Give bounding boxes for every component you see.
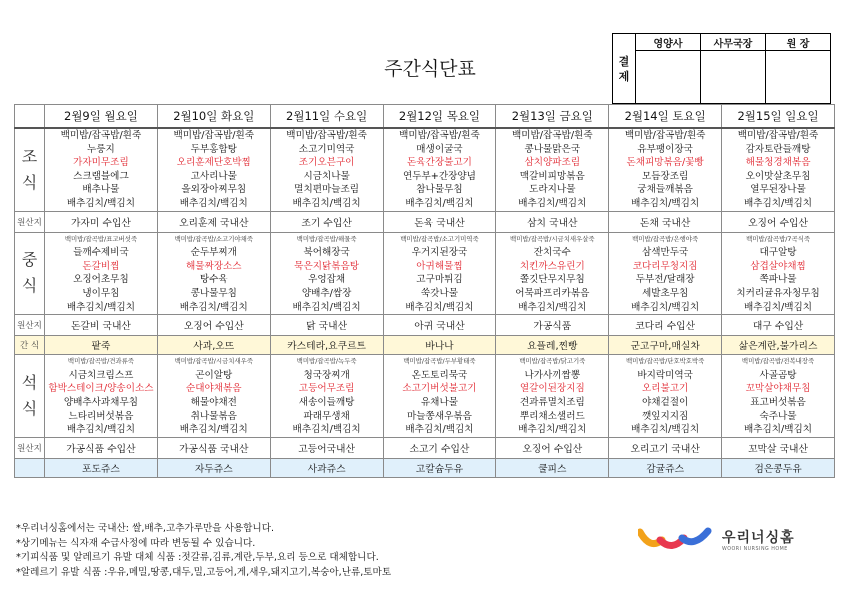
origin-cell: 가공식품 국내산: [157, 437, 270, 458]
menu-item: 고사리나물: [190, 170, 237, 182]
breakfast-day-cell: [722, 128, 835, 211]
origin-cell: 가자미 수입산: [45, 211, 158, 232]
dinner-day-cell: [496, 355, 609, 438]
lunch-day-cell: [496, 232, 609, 315]
origin-cell: 오징어 수입산: [722, 211, 835, 232]
menu-item: 열무된장나물: [750, 184, 806, 196]
menu-item: 조기오븐구이: [298, 157, 355, 169]
lunch-day-cell: [157, 232, 270, 315]
menu-item: 아귀해물찜: [416, 260, 463, 272]
approval-label: [613, 34, 636, 104]
menu-item: 야채겉절이: [641, 396, 689, 408]
menu-item: 해물짜장소스: [185, 260, 242, 272]
menu-item: 고구마튀김: [416, 274, 463, 286]
dinner-day-cell: [45, 355, 158, 438]
day-header: 2월10일 화요일: [157, 105, 270, 129]
menu-item: 우거지된장국: [411, 247, 468, 259]
menu-item: 치커리귤유자청무침: [736, 287, 820, 299]
menu-item: 백미밥/잡곡밥/흰죽: [624, 130, 706, 141]
snack-row: [15, 336, 835, 355]
snack-cell: 삶은계란,불가리스: [722, 336, 835, 355]
breakfast-label-text: 조 식: [21, 146, 38, 192]
menu-item: 백미밥/잡곡밥/흰죽: [399, 130, 480, 141]
menu-item: 배추김치/백김치: [405, 424, 474, 436]
menu-item: 백미밥/잡곡밥/은행야죽: [632, 234, 699, 243]
menu-item: 돈갈비찜: [82, 260, 120, 272]
menu-item: 시금치나물: [303, 170, 350, 182]
menu-item: 배추김치/백김치: [405, 197, 474, 209]
menu-item: 해물청경채볶음: [745, 157, 811, 169]
breakfast-day-cell: [157, 128, 270, 211]
menu-item: 누룽지: [87, 143, 115, 155]
menu-item: 대구알탕: [759, 247, 797, 259]
logo-subtitle: WOORI NURSING HOME: [722, 546, 788, 552]
snack-cell: 카스테라,요쿠르트: [270, 336, 383, 355]
menu-item: 백미밥/잡곡밥/흰죽: [286, 130, 367, 141]
origin-cell: 코다리 수입산: [609, 315, 722, 336]
menu-item: 배추김치/백김치: [66, 197, 135, 209]
breakfast-label: [15, 128, 45, 211]
menu-item: 유부팽이장국: [637, 143, 693, 155]
menu-item: 백미밥/잡곡밥/흰죽: [60, 130, 142, 141]
menu-item: 배추김치/백김치: [179, 197, 248, 209]
signature-cell[interactable]: [766, 51, 831, 104]
snack-cell: 군고구마,매실차: [609, 336, 722, 355]
lunch-label: [15, 232, 45, 315]
breakfast-origin-row: [15, 211, 835, 232]
lunch-day-cell: [45, 232, 158, 315]
note-line: *상기메뉴는 식자재 수급사정에 따라 변동될 수 있습니다.: [16, 537, 256, 549]
menu-item: 백미밥/잡곡밥/흰죽: [173, 130, 255, 141]
menu-item: 쫄깃단무지무침: [519, 274, 585, 286]
menu-item: 열갈이된장지짐: [519, 383, 585, 395]
drink-cell: 검은콩두유: [722, 458, 835, 477]
note-line: *알레르기 유발 식품 :우유,메밀,땅콩,대두,밀,고등어,게,새우,돼지고기,복숭아,난류,토마토: [16, 566, 392, 578]
menu-item: 스크램블에그: [73, 170, 129, 182]
menu-item: 백미밥/잡곡밥/소고기야채죽: [174, 234, 253, 243]
notes: [16, 522, 391, 580]
snack-cell: 바나나: [383, 336, 496, 355]
lunch-day-cell: [722, 232, 835, 315]
day-header: 2월12일 목요일: [383, 105, 496, 129]
menu-item: 배추김치/백김치: [743, 197, 813, 209]
menu-item: 연두부+간장양념: [402, 170, 476, 182]
origin-cell: 아귀 국내산: [383, 315, 496, 336]
day-header-row: [15, 105, 835, 129]
menu-item: 깻잎지지짐: [641, 410, 689, 422]
menu-item: 가자미무조림: [73, 157, 129, 169]
origin-label: 원산지: [15, 315, 45, 336]
menu-item: 오이맛살초무침: [745, 170, 811, 182]
menu-item: 두부전/달래장: [635, 274, 695, 286]
menu-item: 소고기미역국: [298, 143, 355, 155]
approval-manager: 사무국장: [701, 34, 766, 51]
menu-item: 배추김치/백김치: [66, 301, 135, 313]
menu-item: 백미밥/잡곡밥/두부황태죽: [403, 357, 476, 366]
origin-cell: 조기 수입산: [270, 211, 383, 232]
menu-item: 잔치국수: [533, 247, 571, 259]
lunch-day-cell: [609, 232, 722, 315]
origin-cell: 꼬막살 국내산: [722, 437, 835, 458]
menu-item: 사골곰탕: [759, 369, 797, 381]
menu-item: 소고기버섯불고기: [402, 383, 477, 395]
menu-item: 배추김치/백김치: [743, 301, 813, 313]
menu-item: 백미밥/잡곡밥/녹두죽: [296, 357, 357, 366]
drink-cell: 감귤쥬스: [609, 458, 722, 477]
origin-cell: 돈갈비 국내산: [45, 315, 158, 336]
menu-item: 삼색만두국: [641, 247, 689, 259]
menu-item: 순대야채볶음: [185, 383, 242, 395]
breakfast-day-cell: [270, 128, 383, 211]
origin-cell: 삼치 국내산: [496, 211, 609, 232]
breakfast-day-cell: [45, 128, 158, 211]
menu-item: 배추김치/백김치: [631, 424, 700, 436]
menu-item: 북어해장국: [303, 247, 350, 259]
approval-box: [612, 33, 831, 104]
menu-item: 백미밥/잡곡밥/시금치새우살죽: [510, 234, 595, 243]
approval-label-text: 결 제: [618, 54, 630, 83]
menu-item: 견과류멸치조림: [519, 396, 585, 408]
drink-label: [15, 458, 45, 477]
menu-item: 세발초무침: [641, 287, 689, 299]
menu-item: 유채나물: [420, 396, 458, 408]
approval-dietitian: 영양사: [636, 34, 701, 51]
origin-cell: 돈육 국내산: [383, 211, 496, 232]
menu-item: 삼겹살야채찜: [750, 260, 806, 272]
origin-label: 원산지: [15, 211, 45, 232]
drink-cell: 자두쥬스: [157, 458, 270, 477]
approval-director: 원 장: [766, 34, 831, 51]
menu-item: 오징어초무침: [73, 274, 129, 286]
menu-item: 탕수육: [199, 274, 228, 286]
menu-item: 쪽파나물: [759, 274, 797, 286]
menu-item: 느타리버섯볶음: [68, 410, 134, 422]
menu-item: 배추김치/백김치: [743, 424, 813, 436]
menu-item: 들깨수제비국: [73, 247, 129, 259]
menu-item: 파래무생채: [303, 410, 350, 422]
menu-item: 배추김치/백김치: [518, 197, 587, 209]
menu-item: 냉이무침: [82, 287, 120, 299]
menu-item: 백미밥/잡곡밥/표고버섯죽: [64, 234, 138, 243]
menu-item: 함박스테이크/양송이소스: [48, 383, 154, 395]
menu-item: 올외장아찌무침: [181, 184, 247, 196]
day-header: 2월9일 월요일: [45, 105, 158, 129]
menu-item: 새송이들깨탕: [298, 396, 355, 408]
menu-item: 취나물볶음: [190, 410, 237, 422]
menu-item: 백미밥/잡곡밥/단호박호박죽: [625, 357, 705, 366]
origin-cell: 소고기 수입산: [383, 437, 496, 458]
lunch-label-text: 중 식: [21, 250, 38, 296]
signature-cell[interactable]: [701, 51, 766, 104]
menu-item: 곤이알탕: [195, 369, 233, 381]
menu-item: 멸치편마늘조림: [294, 184, 360, 196]
menu-item: 배추나물: [82, 184, 120, 196]
day-header: 2월14일 토요일: [609, 105, 722, 129]
dinner-origin-row: [15, 437, 835, 458]
menu-item: 백미밥/잡곡밥/시금치새우죽: [174, 357, 253, 366]
menu-item: 매생이굴국: [416, 143, 463, 155]
menu-item: 온도토리묵국: [411, 369, 468, 381]
menu-item: 콩나물무침: [190, 287, 237, 299]
menu-item: 우엉잡채: [308, 274, 346, 286]
weekly-menu-table: [14, 104, 835, 478]
menu-item: 배추김치/백김치: [631, 301, 700, 313]
menu-item: 배추김치/백김치: [292, 197, 361, 209]
menu-item: 쑥갓나물: [420, 287, 458, 299]
menu-item: 양배추/쌈장: [301, 287, 352, 299]
menu-item: 배추김치/백김치: [518, 424, 587, 436]
snack-cell: 팥죽: [45, 336, 158, 355]
menu-item: 꼬막살야채무침: [745, 383, 811, 395]
menu-item: 도라지나물: [529, 184, 576, 196]
origin-cell: 오리훈제 국내산: [157, 211, 270, 232]
origin-cell: 오징어 수입산: [496, 437, 609, 458]
logo: [638, 526, 795, 552]
origin-cell: 가공식품 수입산: [45, 437, 158, 458]
menu-item: 배추김치/백김치: [631, 197, 700, 209]
menu-item: 돈육간장불고기: [407, 157, 472, 169]
origin-cell: 대구 수입산: [722, 315, 835, 336]
origin-cell: 가공식품: [496, 315, 609, 336]
origin-cell: 돈채 국내산: [609, 211, 722, 232]
menu-item: 삼치양파조림: [524, 157, 581, 169]
drink-cell: 포도쥬스: [45, 458, 158, 477]
menu-item: 백미밥/잡곡밥/소고기미역죽: [400, 234, 479, 243]
dinner-day-cell: [609, 355, 722, 438]
menu-item: 시금치크림스프: [68, 369, 134, 381]
breakfast-row: [15, 128, 835, 211]
dinner-day-cell: [722, 355, 835, 438]
dinner-day-cell: [270, 355, 383, 438]
dinner-row: [15, 355, 835, 438]
menu-item: 청국장찌개: [303, 369, 350, 381]
menu-item: 묵은지닭볶음탕: [294, 260, 360, 272]
menu-item: 백미밥/잡곡밥/전복내장죽: [741, 357, 815, 366]
drink-cell: 사과쥬스: [270, 458, 383, 477]
menu-item: 배추김치/백김치: [179, 301, 248, 313]
menu-item: 마늘쫑새우볶음: [407, 410, 472, 422]
signature-cell[interactable]: [636, 51, 701, 104]
menu-item: 양배추사과채무침: [63, 396, 138, 408]
menu-item: 돈채피망볶음/꽃빵: [626, 157, 704, 169]
menu-item: 배추김치/백김치: [66, 424, 135, 436]
drink-cell: 쿨피스: [496, 458, 609, 477]
day-header: 2월15일 일요일: [722, 105, 835, 129]
menu-item: 배추김치/백김치: [179, 424, 248, 436]
origin-cell: 오징어 수입산: [157, 315, 270, 336]
logo-text: [722, 527, 795, 552]
origin-label: 원산지: [15, 437, 45, 458]
day-header: 2월13일 금요일: [496, 105, 609, 129]
menu-item: 나가사끼짬뽕: [524, 369, 581, 381]
menu-item: 백미밥/잡곡밥/해물죽: [296, 234, 357, 243]
menu-item: 오리훈제단호박찜: [176, 157, 251, 169]
menu-item: 백미밥/잡곡밥/닭고기죽: [519, 357, 586, 366]
dinner-label-text: 석 식: [21, 372, 38, 418]
dinner-label: [15, 355, 45, 438]
drink-cell: 고칼슘두유: [383, 458, 496, 477]
menu-item: 바지락미역국: [637, 369, 693, 381]
menu-item: 두부홍합탕: [190, 143, 237, 155]
lunch-day-cell: [270, 232, 383, 315]
snack-cell: 요플레,찐빵: [496, 336, 609, 355]
breakfast-day-cell: [496, 128, 609, 211]
menu-item: 뿌리채소샐러드: [519, 410, 585, 422]
origin-cell: 오리고기 국내산: [609, 437, 722, 458]
dinner-day-cell: [157, 355, 270, 438]
menu-item: 배추김치/백김치: [405, 301, 474, 313]
menu-item: 오리불고기: [641, 383, 689, 395]
corner-cell: [15, 105, 45, 129]
drink-row: [15, 458, 835, 477]
menu-item: 콩나물맑은국: [524, 143, 581, 155]
menu-item: 백미밥/잡곡밥/흰죽: [511, 130, 593, 141]
breakfast-day-cell: [383, 128, 496, 211]
lunch-origin-row: [15, 315, 835, 336]
menu-item: 배추김치/백김치: [292, 424, 361, 436]
lunch-row: [15, 232, 835, 315]
snack-cell: 사과,오뜨: [157, 336, 270, 355]
menu-item: 고등어무조림: [298, 383, 355, 395]
day-header: 2월11일 수요일: [270, 105, 383, 129]
menu-item: 궁채들깨볶음: [637, 184, 693, 196]
logo-mark-icon: [638, 526, 712, 552]
breakfast-day-cell: [609, 128, 722, 211]
menu-item: 코다리무청지짐: [632, 260, 698, 272]
menu-item: 숙주나물: [759, 410, 797, 422]
menu-item: 백미밥/잡곡밥/흰죽: [737, 130, 819, 141]
menu-item: 배추김치/백김치: [518, 301, 587, 313]
note-line: *우리너싱홈에서는 국내산: 쌀,배추,고추가루만을 사용합니다.: [16, 523, 275, 534]
menu-item: 백미밥/잡곡밥/견과류죽: [67, 357, 134, 366]
note-line: *기피식품 및 알레르기 유발 대체 식품 :젓갈류,김류,계란,두부,요리 등으로 대체합니다.: [16, 552, 379, 563]
menu-item: 모듬장조림: [641, 170, 689, 182]
page-title: 주간식단표: [384, 58, 476, 80]
snack-label: 간 식: [15, 336, 45, 355]
menu-item: 해물야채전: [190, 396, 237, 408]
menu-item: 배추김치/백김치: [292, 301, 361, 313]
menu-item: 감자토란들깨탕: [745, 143, 811, 155]
origin-cell: 닭 국내산: [270, 315, 383, 336]
logo-name: 우리너싱홈: [722, 529, 795, 546]
menu-item: 백미밥/잡곡밥/7곡식죽: [746, 234, 810, 243]
dinner-day-cell: [383, 355, 496, 438]
menu-item: 어묵파프리카볶음: [515, 287, 590, 299]
menu-item: 맥갈비피망볶음: [519, 170, 585, 182]
menu-item: 순두부찌개: [190, 247, 237, 259]
menu-item: 표고버섯볶음: [750, 396, 806, 408]
origin-cell: 고등어국내산: [270, 437, 383, 458]
menu-item: 참나물무침: [416, 184, 463, 196]
lunch-day-cell: [383, 232, 496, 315]
menu-item: 치킨까스유린기: [519, 260, 585, 272]
